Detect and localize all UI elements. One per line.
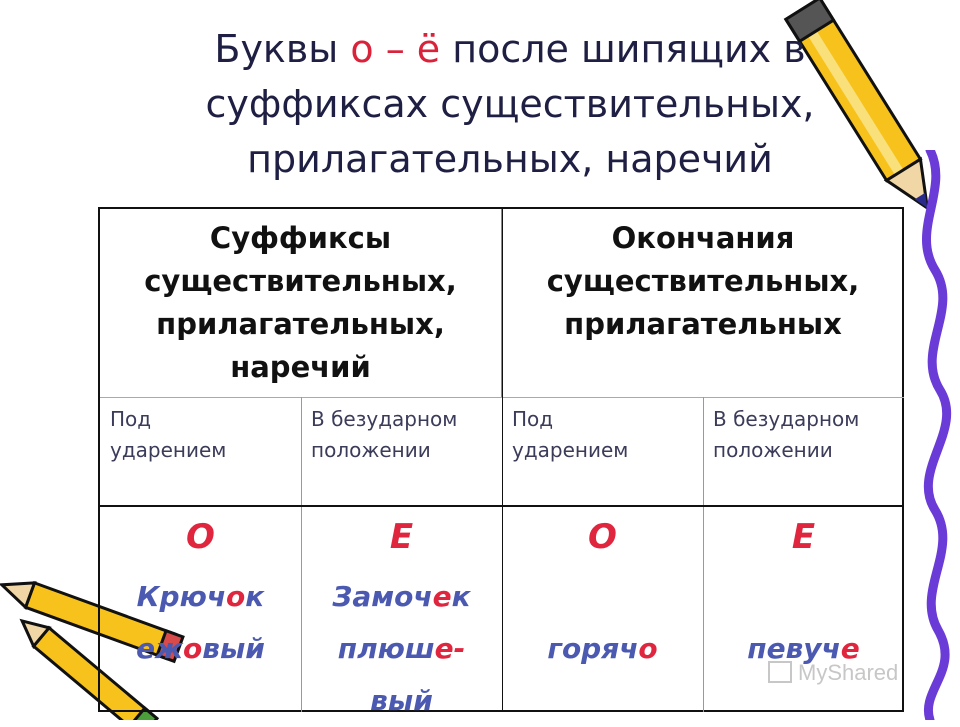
subheader-stressed xyxy=(502,397,703,505)
header-endings xyxy=(502,209,904,397)
subheader-line: положении xyxy=(311,438,431,462)
rule-letter: Е xyxy=(791,517,816,557)
rules-table xyxy=(98,207,904,717)
spacer xyxy=(502,571,703,623)
example-word: певуче xyxy=(747,632,860,665)
header-line: наречий xyxy=(230,350,371,384)
subheader-line: В безударном xyxy=(311,407,458,431)
example-word: плюше- xyxy=(337,632,466,665)
example-cell xyxy=(502,507,703,712)
subheader-stressed xyxy=(100,397,301,505)
rule-letter: Е xyxy=(389,517,414,557)
example-word: ежовый xyxy=(136,632,265,665)
spacer xyxy=(703,571,904,623)
example-word: вый xyxy=(370,684,433,717)
title-dash: – xyxy=(373,27,417,71)
title-letter-yo: ё xyxy=(416,27,441,71)
header-suffixes xyxy=(100,209,502,397)
example-word: Крючок xyxy=(136,580,265,613)
watermark: MyShared xyxy=(768,660,898,686)
header-line: прилагательных, xyxy=(156,307,445,341)
header-line: Окончания xyxy=(611,221,795,255)
squiggle-decoration xyxy=(900,150,960,720)
presentation-icon xyxy=(768,661,792,683)
header-line: прилагательных xyxy=(564,307,842,341)
subheader-line: положении xyxy=(713,438,833,462)
rule-letter: О xyxy=(588,517,617,557)
title-line: прилагательных, наречий xyxy=(247,137,773,181)
subheader-line: ударением xyxy=(110,438,227,462)
header-line: существительных, xyxy=(546,264,860,298)
rule-letter: О xyxy=(186,517,215,557)
subheader-unstressed xyxy=(703,397,904,505)
example-word: горячо xyxy=(547,632,658,665)
title-text: после шипящих в xyxy=(440,27,806,71)
page-title xyxy=(150,22,870,187)
title-letter-o: о xyxy=(350,27,374,71)
subheader-line: Под xyxy=(512,407,554,431)
subheader-line: ударением xyxy=(512,438,629,462)
example-cell xyxy=(301,507,502,717)
example-word: Замочек xyxy=(332,580,471,613)
title-text: Буквы xyxy=(214,27,351,71)
subheader-line: Под xyxy=(110,407,152,431)
title-line: суффиксах существительных, xyxy=(205,82,815,126)
header-line: Суффиксы xyxy=(209,221,392,255)
header-line: существительных, xyxy=(144,264,457,298)
example-cell xyxy=(100,507,301,712)
subheader-line: В безударном xyxy=(713,407,860,431)
subheader-unstressed xyxy=(301,397,502,505)
